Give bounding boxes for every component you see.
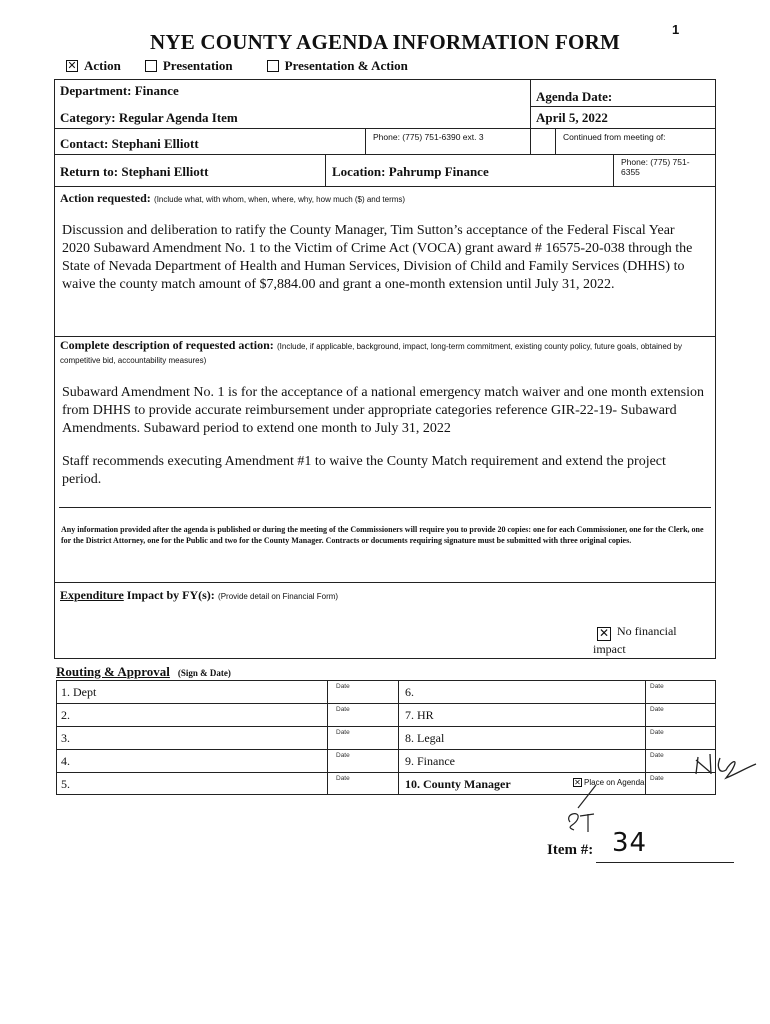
option-presentation-and-action[interactable] <box>267 58 408 74</box>
action-requested-text: Discussion and deliberation to ratify the County Manager, Tim Sutton’s acceptance of the Federal Fiscal Year 2020 Subaward Amendment No. 1 to the Victim of Crime Act (VOCA) grant award # 16575-20-038 through the State of Nevada Department of Health and Human Services, Division of Child and Family Services (DHHS) to waive the county match amount of $7,884.00 and grant a one-month extension until July 31, 2022. <box>62 223 693 292</box>
agenda-form <box>54 79 716 659</box>
location-phone <box>621 157 690 177</box>
option-label: Presentation & Action <box>284 58 408 73</box>
routing-title-text: Routing & Approval <box>56 664 170 679</box>
routing-step-9: 9. Finance <box>405 754 455 768</box>
location-phone-line-2: 6355 <box>621 167 640 177</box>
form-title: NYE COUNTY AGENDA INFORMATION FORM <box>150 30 620 54</box>
routing-step-8: 8. Legal <box>405 731 445 745</box>
routing-approval-title <box>56 664 231 680</box>
date-label: Date <box>336 775 350 782</box>
submission-notice: Any information provided after the agenda is published or during the meeting of the Commissioners will require you to provide 20 copies: one for each Commissioner, one for the Clerk, one for the District Attorney, one for the Public and two for the County Manager. Contracts or documents requiring signature must be submitted with three original copies. <box>61 525 704 545</box>
item-number-underline <box>596 862 734 863</box>
contact-field: Contact: Stephani Elliott <box>60 136 199 151</box>
contact-phone: Phone: (775) 751-6390 ext. 3 <box>373 132 484 142</box>
action-requested-hint: (Include what, with whom, when, where, why, how much ($) and terms) <box>154 195 406 204</box>
agenda-date-label: Agenda Date: <box>536 89 613 104</box>
department-field: Department: Finance <box>60 83 179 98</box>
routing-step-2: 2. <box>61 708 70 722</box>
routing-step-5: 5. <box>61 777 70 791</box>
date-label: Date <box>650 683 664 690</box>
place-on-agenda-label: Place on Agenda <box>584 778 645 787</box>
option-action[interactable] <box>66 58 121 74</box>
checked-box-icon[interactable]: ✕ <box>598 626 610 640</box>
location-phone-line-1: Phone: (775) 751- <box>621 157 690 167</box>
option-presentation[interactable] <box>145 58 233 74</box>
empty-checkbox-icon[interactable] <box>145 60 157 72</box>
date-label: Date <box>650 775 664 782</box>
page-number: 1 <box>672 22 680 37</box>
description-header <box>60 339 705 367</box>
action-requested-header <box>60 190 405 206</box>
date-label: Date <box>650 729 664 736</box>
expenditure-label: Expenditure <box>60 588 124 602</box>
continued-from-field: Continued from meeting of: <box>563 132 666 142</box>
routing-step-3: 3. <box>61 731 70 745</box>
routing-step-10: 10. County Manager <box>405 777 511 791</box>
checked-box-icon[interactable]: ✕ <box>67 59 77 72</box>
item-number-value[interactable]: 34 <box>612 828 648 858</box>
no-financial-impact-option[interactable] <box>593 623 703 657</box>
description-text-1: Subaward Amendment No. 1 is for the acceptance of a national emergency match waiver and one month extension from DHHS to provide accurate reimbursement under appropriate categories reference GIR-22-19- Subaward Amendments. Subaward period to extend one month to July 31, 2022 <box>62 385 704 436</box>
option-label: Action <box>84 58 121 73</box>
expenditure-hint: (Provide detail on Financial Form) <box>218 592 339 601</box>
return-to-field: Return to: Stephani Elliott <box>60 164 209 179</box>
item-number-label: Item #: <box>547 842 594 858</box>
location-field: Location: Pahrump Finance <box>332 164 489 179</box>
checked-box-icon[interactable]: ✕ <box>574 778 581 787</box>
handwritten-initials-icon <box>560 740 760 840</box>
description-text-2: Staff recommends executing Amendment #1 to waive the County Match requirement and extend the project period. <box>62 454 666 487</box>
routing-step-1: 1. Dept <box>61 685 97 699</box>
action-requested-label: Action requested: <box>60 191 151 205</box>
item-type-options <box>66 58 408 74</box>
no-financial-impact-label: No financial impact <box>593 624 677 656</box>
date-label: Date <box>650 752 664 759</box>
date-label: Date <box>336 752 350 759</box>
routing-step-7: 7. HR <box>405 708 434 722</box>
date-label: Date <box>336 706 350 713</box>
date-label: Date <box>336 729 350 736</box>
option-label: Presentation <box>162 58 233 73</box>
routing-step-4: 4. <box>61 754 70 768</box>
category-field: Category: Regular Agenda Item <box>60 110 238 125</box>
date-label: Date <box>650 706 664 713</box>
agenda-date-value: April 5, 2022 <box>536 110 608 125</box>
description-label: Complete description of requested action: <box>60 338 274 352</box>
expenditure-label-rest: Impact by FY(s): <box>123 588 215 602</box>
routing-subtitle: (Sign & Date) <box>177 668 231 678</box>
description-hint: (Include, if applicable, background, impact, long-term commitment, existing county policy, future goals, obtained by competitive bid, accountability measures) <box>60 342 682 365</box>
date-label: Date <box>336 683 350 690</box>
routing-step-6: 6. <box>405 685 414 699</box>
expenditure-header <box>60 587 338 603</box>
empty-checkbox-icon[interactable] <box>267 60 279 72</box>
